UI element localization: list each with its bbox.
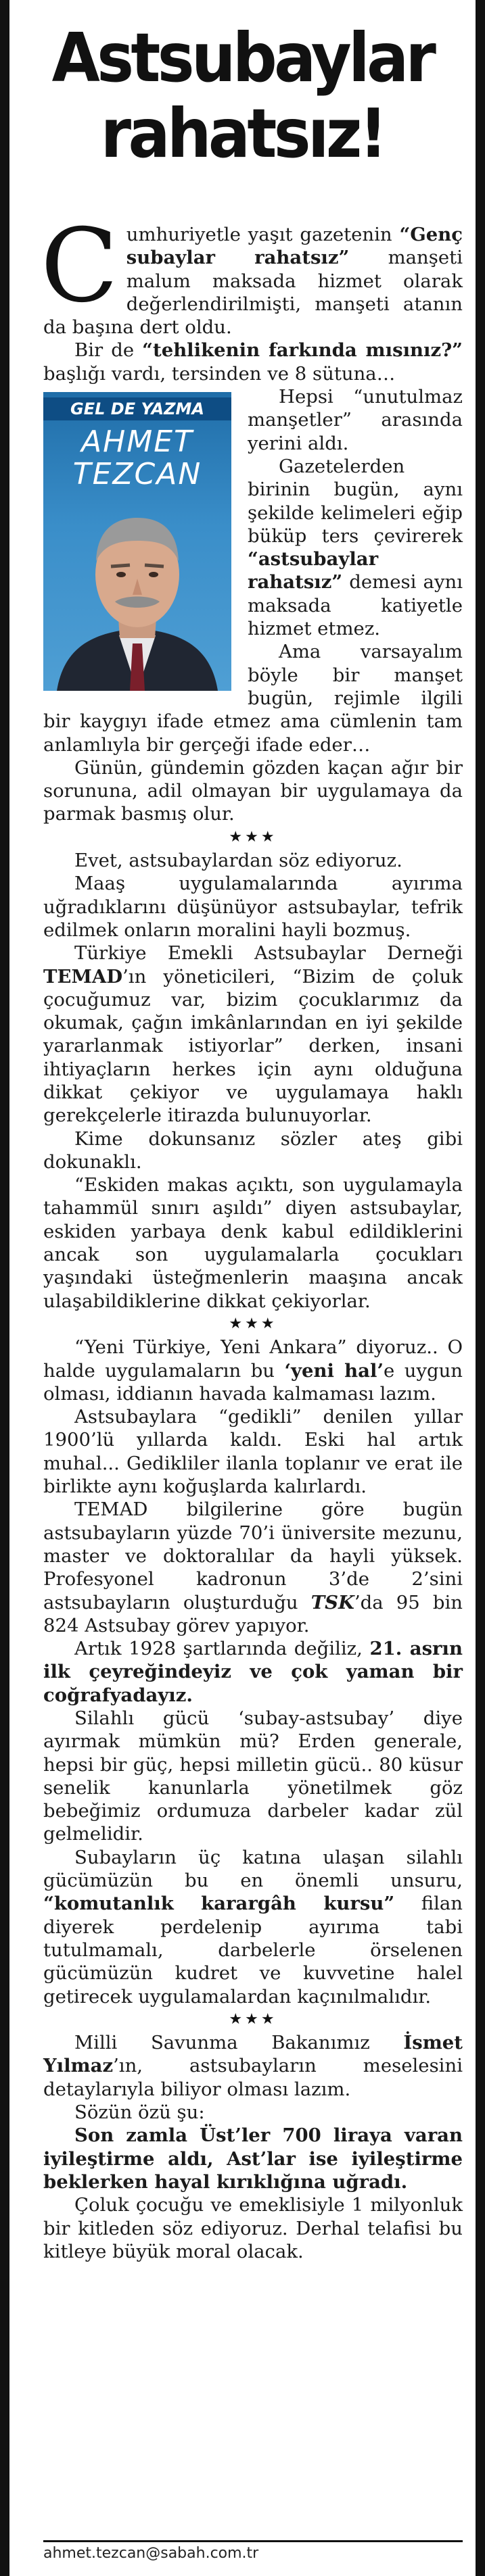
paragraph-19: Sözün özü şu: bbox=[74, 2101, 205, 2124]
paragraph-18: Milli Savunma Bakanımız İsmet Yılmaz’ın, astsubayların meselesini detaylarıyla biliyor olması lazım. bbox=[43, 2032, 463, 2100]
paragraph-11: “Eskiden makas açıktı, son uygulamayla tahammül sınırı aşıldı” diyen astsubaylar, eskiden yarbaya denk kabul edildiklerini ancak son uygulamalarla çocukları yaşındaki üsteğmenlerin maaşına ancak ulaşabildiklerine dikkat çekiyorlar. bbox=[43, 1174, 463, 1312]
paragraph-9: Türkiye Emekli Astsubaylar Derneği TEMAD’ın yöneticileri, “Bizim de çoluk çocuğumuz var, bizim çocuklarımız da okumak, çağın imkânlarından en iyi şekilde yararlanmak istiyorlar” derken, insani ihtiyaçların herkes için aynı olduğuna dikkat çekiyor ve uygulamaya haklı gerekçelerle itirazda bulunuyorlar. bbox=[43, 942, 463, 1127]
paragraph-13: Astsubaylara “gedikli” denilen yıllar 1900’lü yıllarda kaldı. Eski hal artık muhal... Gedikliler ilanla toplanır ve erat ile birlikte aynı koğuşlarda kalırlardı. bbox=[43, 1406, 463, 1498]
paragraph-15: Artık 1928 şartlarında değiliz, 21. asrın ilk çeyreğindeyiz ve çok yaman bir coğrafyadayız. bbox=[43, 1638, 463, 1706]
author-first-name: AHMET bbox=[81, 424, 193, 460]
paragraph-17: Subayların üç katına ulaşan silahlı gücümüzün bu en önemli unsuru, “komutanlık karargâh kursu” filan diyerek perdelenip ayırıma tabi tutulmamalı, darbelerle örselenen gücümüzün kudret ve kuvvetine halel getirecek uygulamalardan kaçınılmalıdır. bbox=[43, 1846, 463, 2008]
headline-line-1: Astsubaylar bbox=[51, 18, 434, 97]
section-separator-3: ★★★ bbox=[229, 2010, 277, 2028]
paragraph-20: Son zamla Üst’ler 700 liraya varan iyileştirme aldı, Ast’lar ise iyileştirme beklerken hayal kırıklığına uğradı. bbox=[43, 2124, 463, 2193]
paragraph-3: Hepsi “unutulmaz manşetler” arasında yerini aldı. bbox=[248, 386, 463, 454]
section-separator-1: ★★★ bbox=[229, 828, 277, 846]
columnist-photo bbox=[43, 392, 231, 691]
section-separator-2: ★★★ bbox=[229, 1315, 277, 1332]
paragraph-5: Ama varsayalım böyle bir manşet bugün, rejimle ilgili bir kaygıyı ifade etmez ama cümlenin tam anlamlıyla bir gerçeği ifade eder… bbox=[43, 641, 463, 756]
drop-cap: C bbox=[41, 208, 118, 325]
headline bbox=[37, 20, 448, 172]
headline-line-2: rahatsız! bbox=[100, 94, 385, 173]
paragraph-1: Cumhuriyetle yaşıt gazetenin “Genç subaylar rahatsız” manşeti malum maksada hizmet olarak değerlendirilmişti, manşeti atanın da başına dert oldu. bbox=[41, 208, 463, 339]
paragraph-6: Günün, gündemin gözden kaçan ağır bir sorununa, adil olmayan bir uygulamaya da parmak basmış olur. bbox=[43, 756, 463, 825]
paragraph-21: Çoluk çocuğu ve emeklisiyle 1 milyonluk bir kitleden söz ediyoruz. Derhal telafisi bu kitleye büyük moral olacak. bbox=[43, 2194, 463, 2262]
paragraph-12: “Yeni Türkiye, Yeni Ankara” diyoruz.. O halde uygulamaların bu ‘yeni hal’e uygun olması, iddianın havada kalmaması lazım. bbox=[43, 1336, 463, 1405]
author-email: ahmet.tezcan@sabah.com.tr bbox=[43, 2540, 463, 2562]
author-portrait-image bbox=[43, 493, 231, 691]
paragraph-16: Silahlı gücü ‘subay-astsubay’ diye ayırmak mümkün mü? Erden generale, hepsi bir güç, hepsi milletin gücü.. 80 küsur senelik kanunlarla yönetilmek göz bebeğimiz ordumuza darbeler kadar zül gelmelidir. bbox=[43, 1707, 463, 1845]
paragraph-7: Evet, astsubaylardan söz ediyoruz. bbox=[74, 850, 402, 872]
column-banner: GEL DE YAZMA bbox=[43, 397, 231, 420]
article-body bbox=[41, 208, 463, 2263]
paragraph-4: Gazetelerden birinin bugün, aynı şekilde kelimeleri eğip büküp ters çevirerek “astsubaylar rahatsız” demesi aynı maksada katiyetle hizmet etmez. bbox=[248, 455, 463, 640]
paragraph-14: TEMAD bilgilerine göre bugün astsubayların yüzde 70’i üniversite mezunu, master ve doktoralılar da hayli yüksek. Profesyonel kadronun 3’de 2’sini astsubayların oluşturduğu TSK’da 95 bin 824 Astsubay görev yapıyor. bbox=[43, 1499, 463, 1636]
paragraph-8: Maaş uygulamalarında ayırıma uğradıklarını düşünüyor astsubaylar, tefrik edilmek onların moralini hayli bozmuş. bbox=[43, 873, 463, 941]
author-last-name: TEZCAN bbox=[72, 457, 202, 492]
paragraph-2: Bir de “tehlikenin farkında mısınız?” başlığı vardı, tersinden ve 8 sütuna… bbox=[43, 339, 463, 385]
paragraph-10: Kime dokunsanız sözler ateş gibi dokunaklı. bbox=[43, 1127, 463, 1173]
